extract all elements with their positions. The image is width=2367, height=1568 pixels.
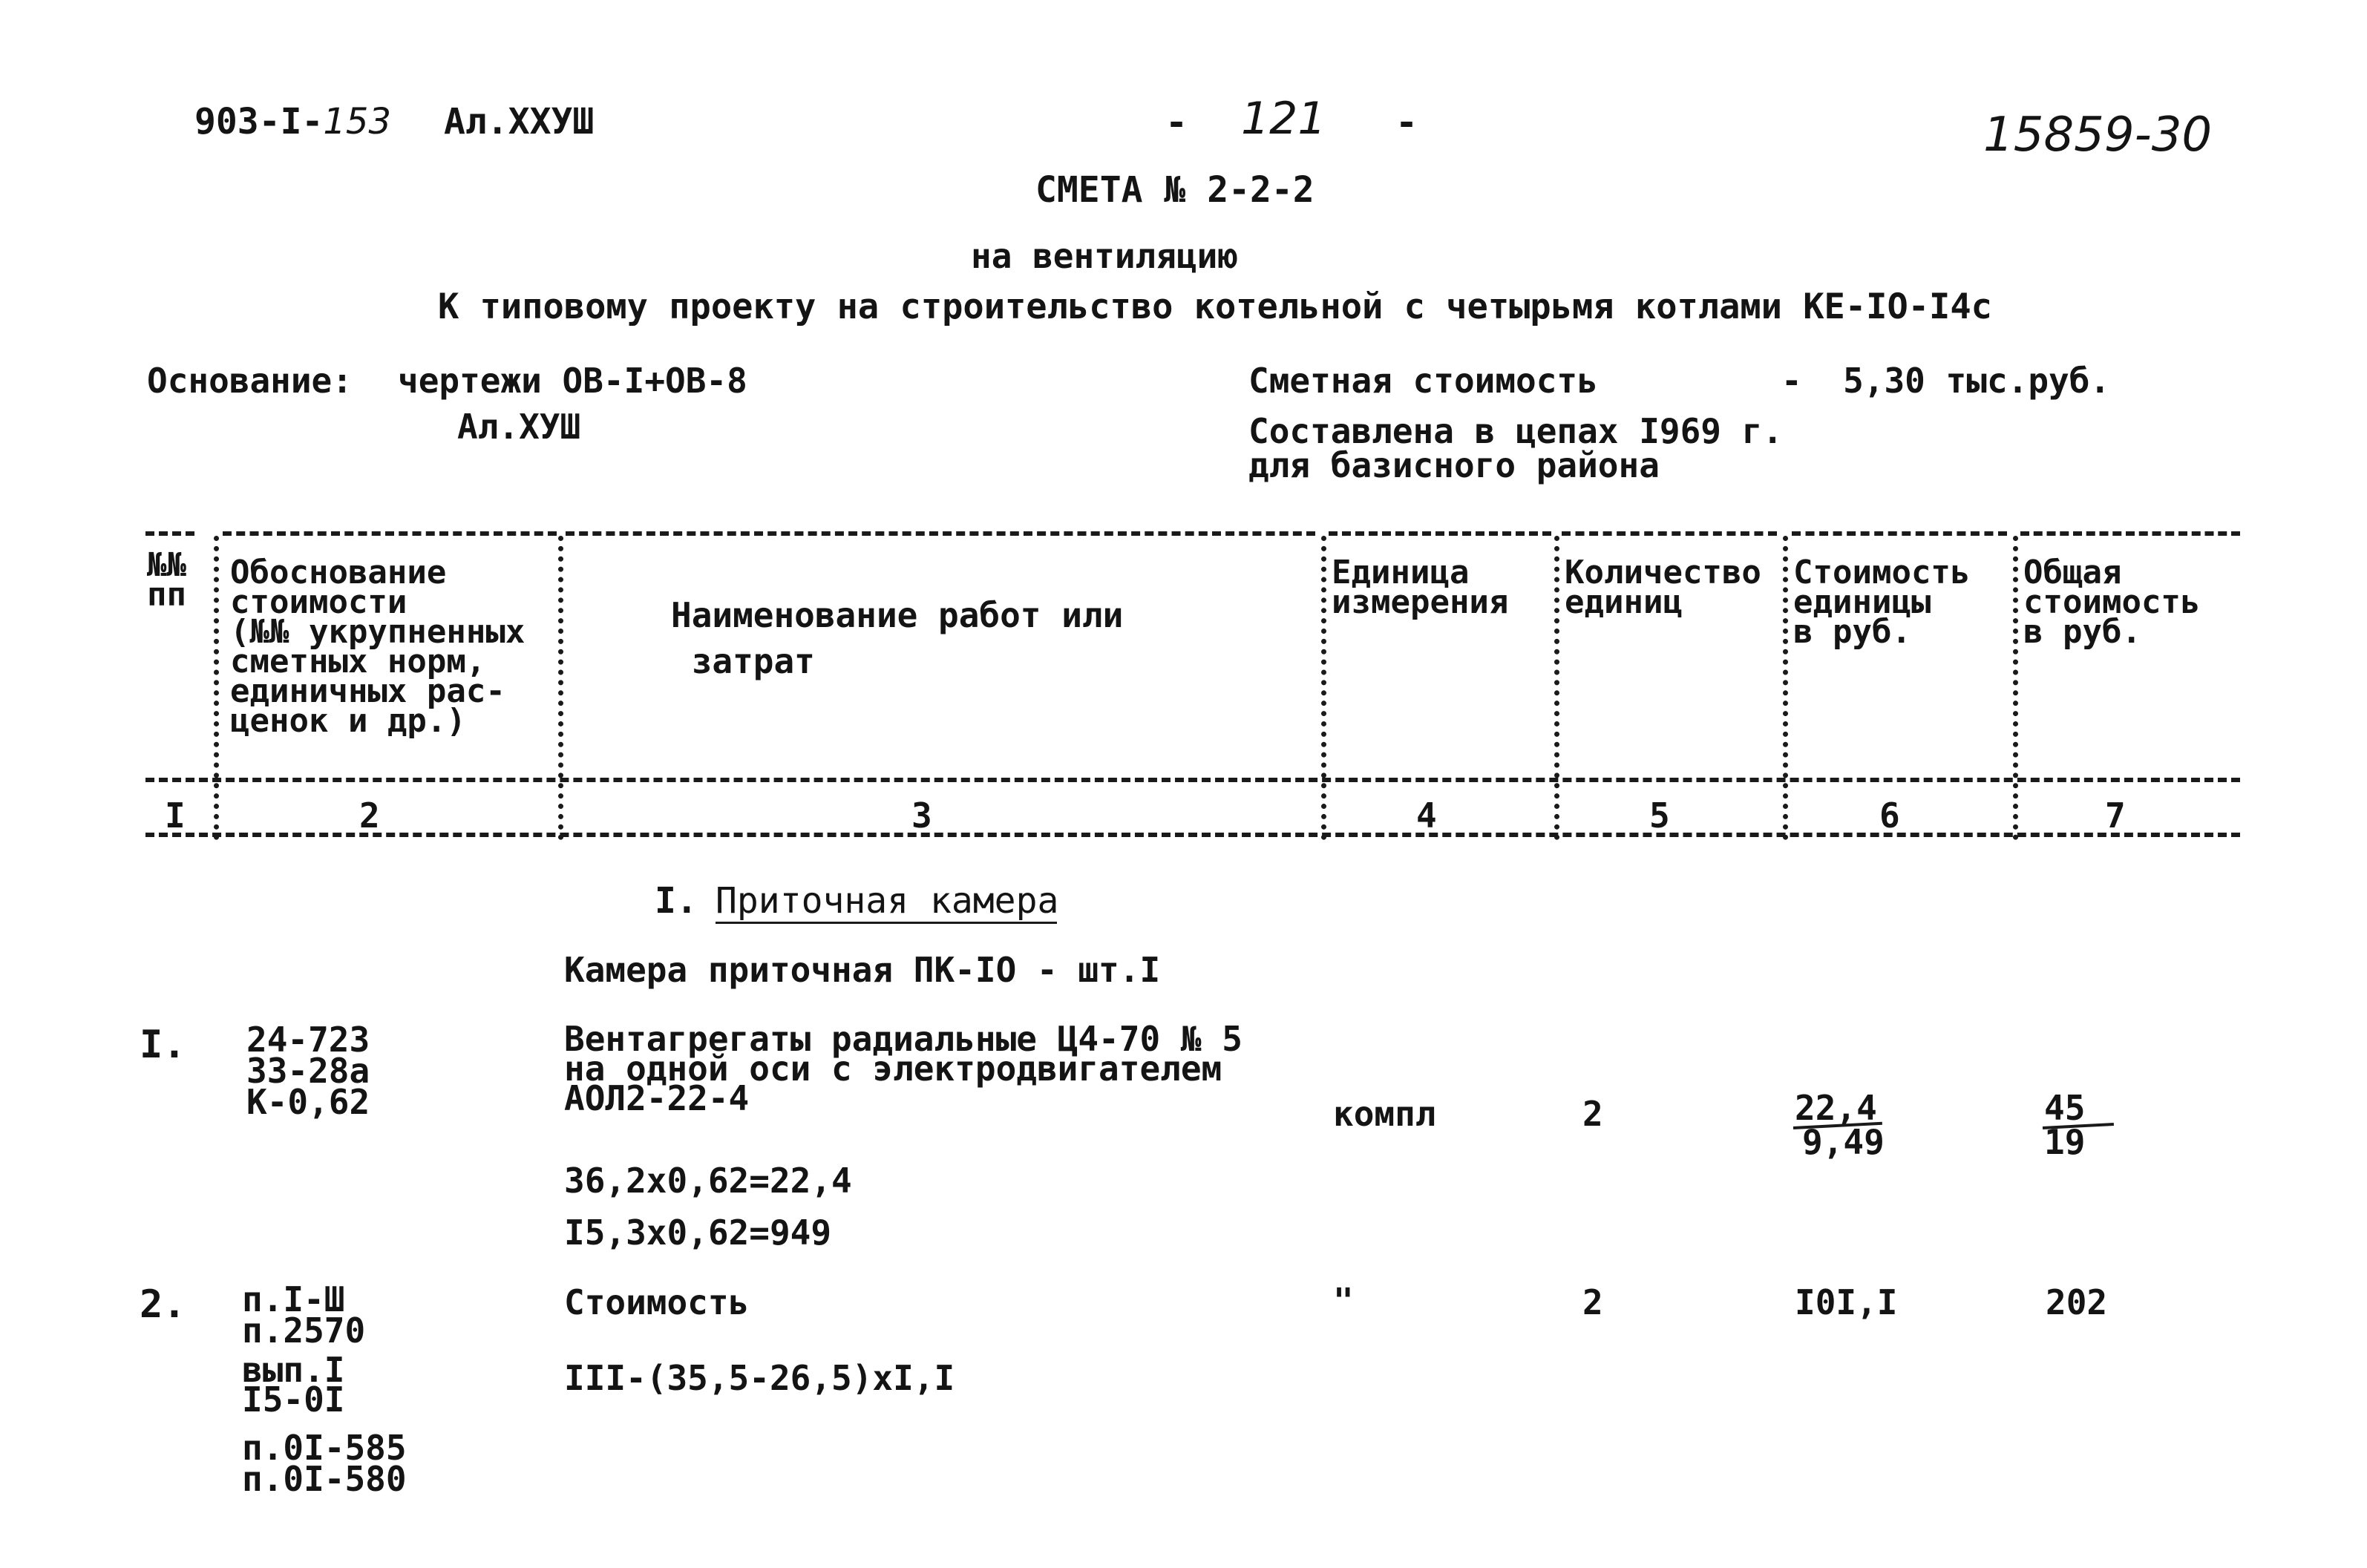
basis-label: Основание: bbox=[147, 361, 353, 401]
dash-right: - bbox=[1395, 101, 1418, 144]
header-col-7: Общая стоимость в руб. bbox=[2023, 554, 2201, 651]
section-title: Приточная камера bbox=[716, 880, 1059, 922]
estimate-subtitle: на вентиляцию bbox=[971, 236, 1239, 276]
doc-code bbox=[194, 101, 392, 142]
header-col-2: Обоснование стоимости (№№ укрупненных сметных норм, единичных рас- ценок и др.) bbox=[230, 554, 526, 740]
row-1-unit-cost-bottom: 9,49 bbox=[1802, 1122, 1885, 1162]
header-col-3: Наименование работ или затрат bbox=[671, 595, 1124, 681]
col-separator bbox=[1321, 536, 1326, 840]
estimate-title: СМЕТА № 2-2-2 bbox=[1035, 169, 1315, 211]
basis-album: Ал.ХУШ bbox=[457, 407, 581, 447]
col-number-3: 3 bbox=[911, 796, 932, 836]
doc-code-printed: 903-I- bbox=[194, 101, 324, 142]
row-1-name: Вентагрегаты радиальные Ц4-70 № 5 на одной оси с электродвигателем АОЛ2-22-4 bbox=[564, 1019, 1243, 1118]
row-2-total: 202 bbox=[2046, 1282, 2108, 1322]
row-1-total-bottom: 19 bbox=[2044, 1122, 2086, 1162]
row-2-basis-3: п.0I-585 п.0I-580 bbox=[242, 1428, 407, 1499]
col-separator bbox=[1554, 536, 1559, 840]
project-line: К типовому проекту на строительство котельной с четырьмя котлами КЕ-IO-I4с bbox=[438, 286, 1992, 327]
col-separator bbox=[214, 536, 219, 840]
row-1-unit-cost-top: 22,4 bbox=[1795, 1088, 1877, 1128]
col-separator bbox=[558, 536, 563, 840]
row-1-basis: 24-723 33-28а К-0,62 bbox=[246, 1020, 370, 1122]
header-col-1: №№ пп bbox=[147, 546, 186, 614]
col-number-7: 7 bbox=[2105, 796, 2126, 836]
row-2-quantity: 2 bbox=[1582, 1282, 1603, 1322]
stamp-number: 15859-30 bbox=[1983, 108, 2213, 163]
row-1-unit: компл bbox=[1333, 1094, 1436, 1134]
cost-value: - 5,30 тыс.руб. bbox=[1781, 361, 2111, 401]
row-1-calc-1: 36,2х0,62=22,4 bbox=[564, 1161, 852, 1201]
row-1-number: I. bbox=[140, 1023, 186, 1067]
col-number-1: I bbox=[165, 796, 186, 836]
row-1-total-top: 45 bbox=[2044, 1088, 2086, 1128]
header-bottom-line bbox=[145, 778, 2240, 782]
section-number: I. bbox=[655, 880, 698, 922]
col-number-6: 6 bbox=[1879, 796, 1900, 836]
header-col-6: Стоимость единицы в руб. bbox=[1793, 554, 1971, 651]
basis-drawings: чертежи ОВ-I+ОВ-8 bbox=[398, 361, 747, 401]
table-top-line bbox=[1562, 531, 1777, 536]
row-2-calc-1: III-(35,5-26,5)хI,I bbox=[564, 1358, 955, 1398]
col-number-4: 4 bbox=[1416, 796, 1437, 836]
region-line: для базисного района bbox=[1248, 445, 1660, 485]
row-2-unit: " bbox=[1333, 1281, 1354, 1321]
row-1-quantity: 2 bbox=[1582, 1094, 1603, 1134]
table-top-line bbox=[1792, 531, 2007, 536]
prices-line: Составлена в цепах I969 г. bbox=[1248, 411, 1784, 451]
col-number-5: 5 bbox=[1649, 796, 1670, 836]
row-1-calc-2: I5,3х0,62=949 bbox=[564, 1213, 832, 1253]
table-top-line bbox=[1329, 531, 1551, 536]
dash-left: - bbox=[1165, 101, 1188, 144]
row-2-name: Стоимость bbox=[564, 1282, 750, 1322]
cost-label: Сметная стоимость bbox=[1248, 361, 1598, 401]
table-top-line bbox=[223, 531, 557, 536]
row-2-basis-2: вып.I I5-0I bbox=[242, 1350, 345, 1420]
header-col-4: Единица измерения bbox=[1332, 554, 1509, 621]
header-col-5: Количество единиц bbox=[1565, 554, 1761, 621]
row-2-basis-1: п.I-Ш п.2570 bbox=[242, 1279, 366, 1351]
row-2-unit-cost: I0I,I bbox=[1795, 1282, 1898, 1322]
page-number: 121 bbox=[1241, 93, 1326, 145]
section-title-underline bbox=[716, 922, 1057, 924]
col-separator bbox=[2013, 536, 2018, 840]
table-top-line bbox=[566, 531, 1315, 536]
col-numbers-bottom-line bbox=[145, 833, 2240, 837]
col-number-2: 2 bbox=[359, 796, 380, 836]
table-top-line bbox=[2020, 531, 2240, 536]
row-2-number: 2. bbox=[140, 1282, 186, 1327]
doc-code-handwritten: 153 bbox=[323, 101, 392, 142]
col-separator bbox=[1783, 536, 1788, 840]
album-number: Ал.XXУШ bbox=[444, 101, 595, 142]
table-top-line bbox=[145, 531, 194, 536]
subheading: Камера приточная ПК-IO - шт.I bbox=[564, 950, 1161, 990]
